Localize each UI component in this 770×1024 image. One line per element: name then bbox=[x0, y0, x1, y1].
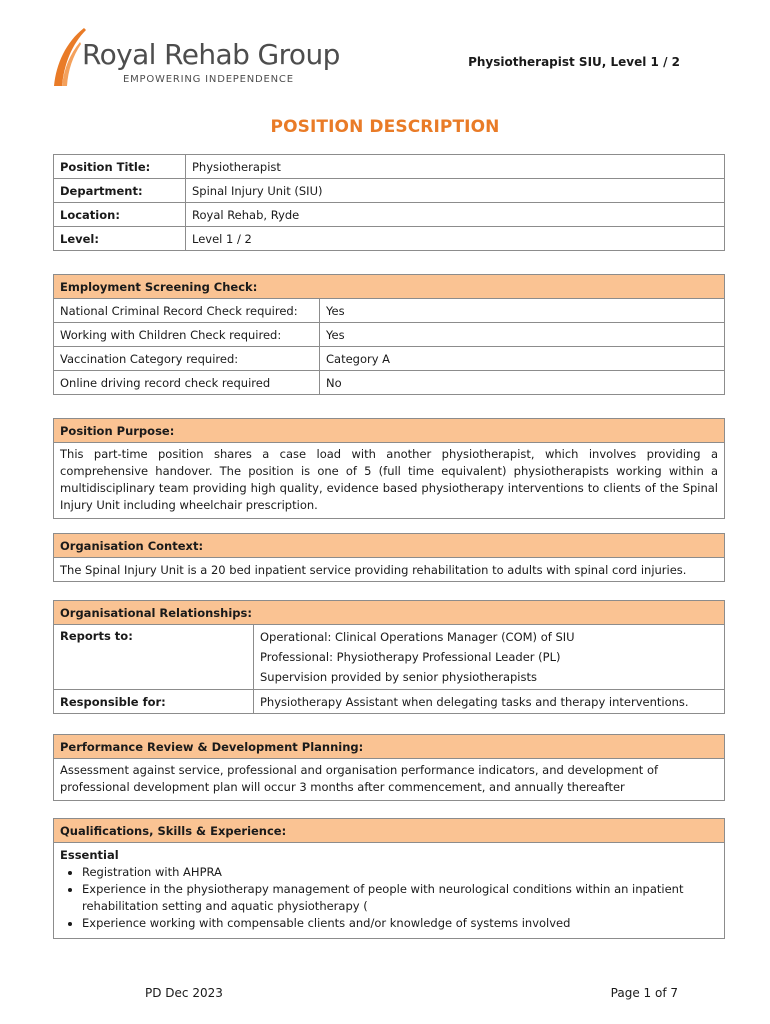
position-title-value: Physiotherapist bbox=[186, 155, 725, 179]
list-item: • Experience working with compensable clients and/or knowledge of systems involved bbox=[82, 915, 718, 932]
table-header-row bbox=[54, 275, 725, 299]
purpose-text: This part-time position shares a case load with another physiotherapist, which involves providing a comprehensive handover. The position is one of 5 (full time equivalent) physiotherapists working within a multidisciplinary team providing high quality, evidence based physiotherapy interventions to clients of the Spinal Injury Unit including wheelchair prescription. bbox=[54, 443, 725, 519]
screening-heading: Employment Screening Check: bbox=[54, 275, 725, 299]
department-label: Department: bbox=[54, 179, 186, 203]
page-title: POSITION DESCRIPTION bbox=[270, 117, 500, 137]
logo bbox=[52, 24, 342, 94]
position-details-table bbox=[53, 154, 725, 251]
logo-name: Royal Rehab Group bbox=[82, 38, 340, 71]
position-title-label: Position Title: bbox=[54, 155, 186, 179]
screening-label: National Criminal Record Check required: bbox=[54, 299, 320, 323]
relationships-heading: Organisational Relationships: bbox=[54, 601, 725, 625]
screening-label: Working with Children Check required: bbox=[54, 323, 320, 347]
table-header-row bbox=[54, 534, 725, 558]
responsible-for-label: Responsible for: bbox=[54, 690, 254, 714]
table-row bbox=[54, 155, 725, 179]
responsible-for-value: Physiotherapy Assistant when delegating tasks and therapy interventions. bbox=[254, 690, 725, 714]
table-row bbox=[54, 625, 725, 690]
performance-review-table bbox=[53, 734, 725, 801]
table-header-row bbox=[54, 419, 725, 443]
screening-label: Online driving record check required bbox=[54, 371, 320, 395]
screening-table bbox=[53, 274, 725, 395]
context-text: The Spinal Injury Unit is a 20 bed inpatient service providing rehabilitation to adults with spinal cord injuries. bbox=[54, 558, 725, 582]
review-heading: Performance Review & Development Planning: bbox=[54, 735, 725, 759]
table-row bbox=[54, 203, 725, 227]
list-item: • Registration with AHPRA bbox=[82, 864, 718, 881]
reports-to-cell bbox=[254, 625, 725, 690]
table-row bbox=[54, 443, 725, 519]
reports-to-label: Reports to: bbox=[54, 625, 254, 690]
purpose-heading: Position Purpose: bbox=[54, 419, 725, 443]
essential-list bbox=[60, 864, 718, 932]
context-heading: Organisation Context: bbox=[54, 534, 725, 558]
location-value: Royal Rehab, Ryde bbox=[186, 203, 725, 227]
logo-tagline: EMPOWERING INDEPENDENCE bbox=[123, 74, 294, 85]
table-row bbox=[54, 227, 725, 251]
footer-date: PD Dec 2023 bbox=[145, 986, 223, 1000]
screening-value: Yes bbox=[320, 323, 725, 347]
relationships-table bbox=[53, 600, 725, 714]
table-row bbox=[54, 843, 725, 939]
review-text: Assessment against service, professional and organisation performance indicators, and development of professional development plan will occur 3 months after commencement, and annually thereafter bbox=[54, 759, 725, 801]
table-row bbox=[54, 299, 725, 323]
level-label: Level: bbox=[54, 227, 186, 251]
table-row bbox=[54, 759, 725, 801]
table-row bbox=[54, 179, 725, 203]
document-reference: Physiotherapist SIU, Level 1 / 2 bbox=[468, 55, 680, 69]
organisation-context-table bbox=[53, 533, 725, 582]
logo-swoosh-icon bbox=[52, 24, 86, 88]
table-row bbox=[54, 558, 725, 582]
reports-to-line: Operational: Clinical Operations Manager (COM) of SIU bbox=[260, 630, 575, 644]
department-value: Spinal Injury Unit (SIU) bbox=[186, 179, 725, 203]
screening-value: Category A bbox=[320, 347, 725, 371]
table-header-row bbox=[54, 819, 725, 843]
essential-subheading: Essential bbox=[60, 848, 119, 862]
table-row bbox=[54, 371, 725, 395]
qualifications-table bbox=[53, 818, 725, 939]
qualifications-cell bbox=[54, 843, 725, 939]
screening-value: Yes bbox=[320, 299, 725, 323]
qualifications-heading: Qualifications, Skills & Experience: bbox=[54, 819, 725, 843]
reports-to-line: Supervision provided by senior physiotherapists bbox=[260, 670, 537, 684]
list-item: • Experience in the physiotherapy management of people with neurological conditions within an inpatient rehabilitation setting and aquatic physiotherapy ( bbox=[82, 881, 718, 915]
table-row bbox=[54, 347, 725, 371]
table-header-row bbox=[54, 735, 725, 759]
footer-page-number: Page 1 of 7 bbox=[610, 986, 678, 1000]
position-purpose-table bbox=[53, 418, 725, 519]
table-header-row bbox=[54, 601, 725, 625]
screening-value: No bbox=[320, 371, 725, 395]
screening-label: Vaccination Category required: bbox=[54, 347, 320, 371]
table-row bbox=[54, 690, 725, 714]
location-label: Location: bbox=[54, 203, 186, 227]
reports-to-line: Professional: Physiotherapy Professional Leader (PL) bbox=[260, 650, 561, 664]
table-row bbox=[54, 323, 725, 347]
level-value: Level 1 / 2 bbox=[186, 227, 725, 251]
